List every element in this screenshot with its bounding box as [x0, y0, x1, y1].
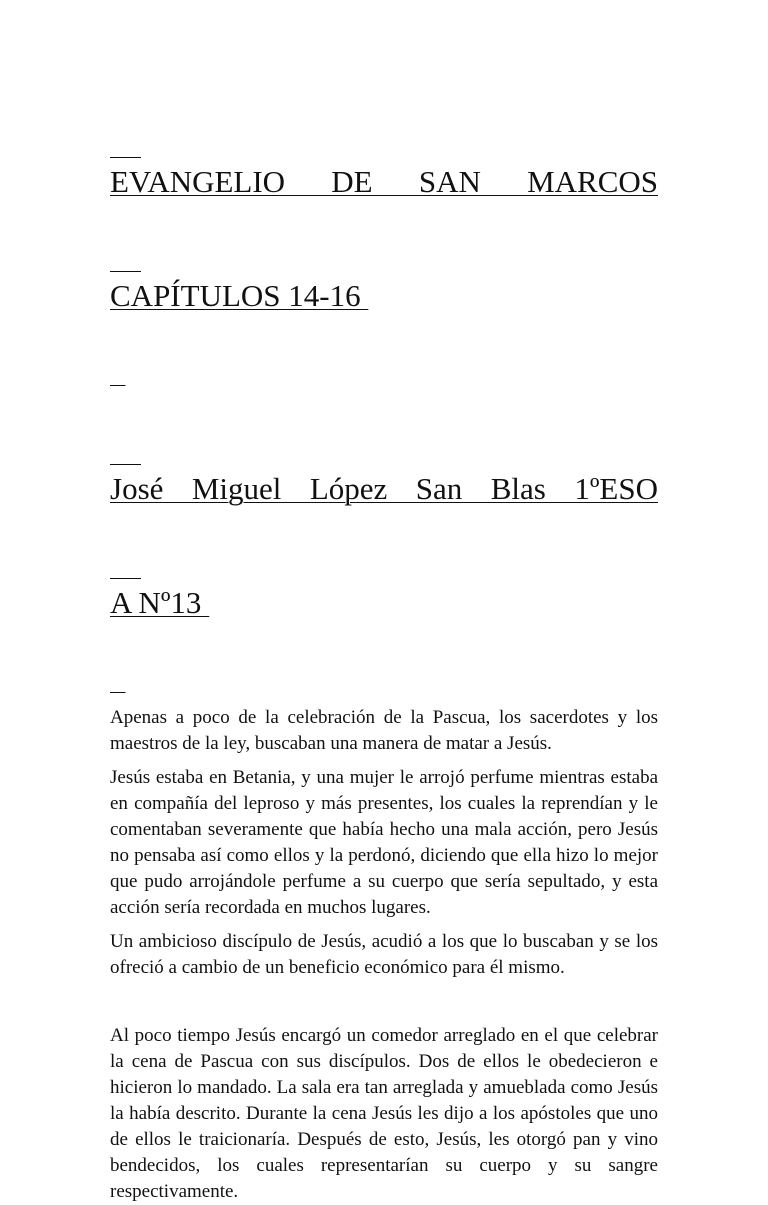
- title-line: CAPÍTULOS 14-16: [110, 278, 369, 313]
- paragraph: Jesús estaba en Betania, y una mujer le arrojó perfume mientras estaba en compañía del leproso y más presentes, los cuales la reprendían y le comentaban severamente que había hecho una mala acción, pero Jesús no pensaba así como ellos y la perdonó, diciendo que ella hizo lo mejor que pudo arrojándole perfume a su cuerpo que sería sepultado, y esta acción sería recordada en muchos lugares.: [110, 767, 658, 918]
- document-title: [110, 87, 658, 391]
- author-class-line: A Nº13: [110, 585, 210, 620]
- paragraph: Al poco tiempo Jesús encargó un comedor arreglado en el que celebrar la cena de Pascua con sus discípulos. Dos de ellos le obedecieron e hicieron lo mandado. La sala era tan arreglada y amueblada como Jesús la había descrito. Durante la cena Jesús les dijo a los apóstoles que uno de ellos le traicionaría. Después de esto, Jesús, les otorgó pan y vino bendecidos, los cuales representarían su cuerpo y su sangre respectivamente.: [110, 1025, 658, 1202]
- title-line: EVANGELIO DE SAN MARCOS: [110, 164, 658, 199]
- author-name-line: José Miguel López San Blas 1ºESO: [110, 471, 658, 506]
- paragraph: Apenas a poco de la celebración de la Pascua, los sacerdotes y los maestros de la ley, buscaban una manera de matar a Jesús.: [110, 707, 658, 754]
- paragraph: Un ambicioso discípulo de Jesús, acudió a los que lo buscaban y se los ofreció a cambio de un beneficio económico para él mismo.: [110, 931, 658, 978]
- author-line: [110, 394, 658, 698]
